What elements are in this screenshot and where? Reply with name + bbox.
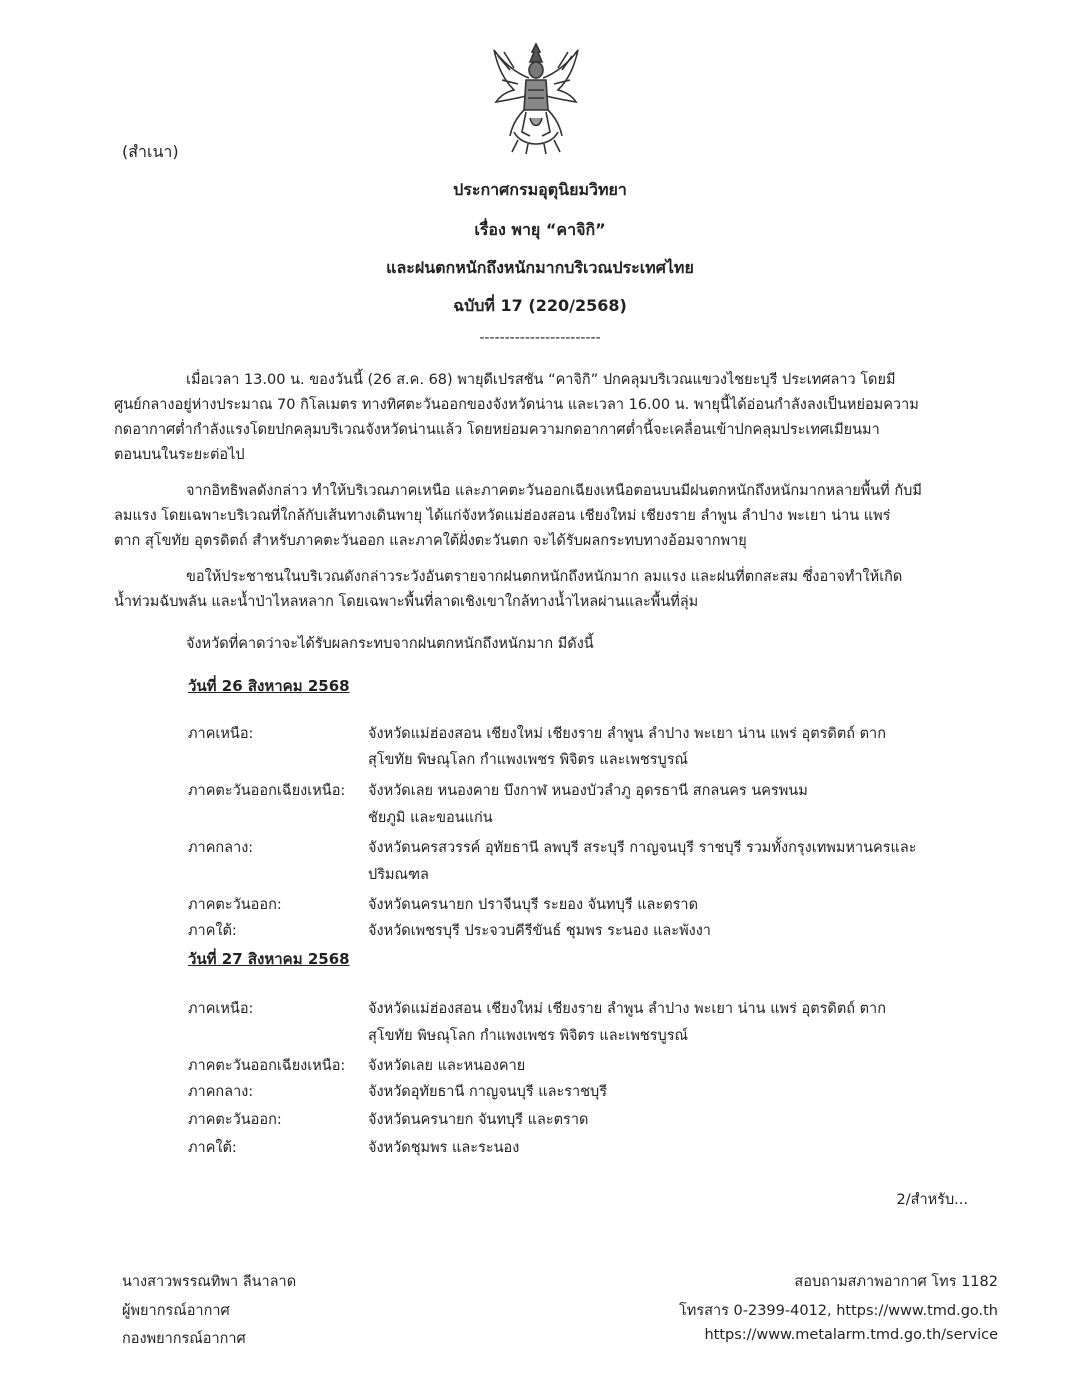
intro-text: จังหวัดที่คาดว่าจะได้รับผลกระทบจากฝนตกหนักถึงหนักมาก มีดังนี้	[186, 636, 594, 652]
forecaster-name: นางสาวพรรณทิพา ลีนาลาด	[122, 1274, 297, 1290]
region-provinces: จังหวัดเลย และหนองคาย	[368, 1058, 526, 1074]
paragraph-line: ลมแรง โดยเฉพาะบริเวณที่ใกล้กับเส้นทางเดินพายุ ได้แก่จังหวัดแม่ฮ่องสอน เชียงใหม่ เชียงราย ลำพูน ลำปาง พะเยา น่าน แพร่	[114, 508, 891, 524]
region-label-central: ภาคกลาง:	[188, 1084, 254, 1100]
copy-mark: (สำเนา)	[122, 142, 179, 161]
region-label-north: ภาคเหนือ:	[188, 726, 254, 742]
paragraph-line: ตอนบนในระยะต่อไป	[114, 447, 245, 463]
fax-website: โทรสาร 0-2399-4012, https://www.tmd.go.th	[679, 1303, 998, 1319]
region-provinces: จังหวัดแม่ฮ่องสอน เชียงใหม่ เชียงราย ลำพูน ลำปาง พะเยา น่าน แพร่ อุตรดิตถ์ ตาก	[368, 1001, 886, 1017]
announcement-subject: เรื่อง พายุ “คาจิกิ”	[474, 220, 606, 239]
region-provinces: ชัยภูมิ และขอนแก่น	[368, 810, 493, 826]
region-provinces: จังหวัดเลย หนองคาย บึงกาฬ หนองบัวลำภู อุดรธานี สกลนคร นครพนม	[368, 783, 808, 799]
region-label-northeast: ภาคตะวันออกเฉียงเหนือ:	[188, 1058, 346, 1074]
paragraph-line: น้ำท่วมฉับพลัน และน้ำป่าไหลหลาก โดยเฉพาะพื้นที่ลาดเชิงเขาใกล้ทางน้ำไหลผ่านและพื้นที่ลุ่ม	[114, 594, 699, 610]
paragraph-3	[114, 565, 984, 615]
paragraph-1	[114, 368, 984, 468]
weather-hotline: สอบถามสภาพอากาศ โทร 1182	[794, 1274, 998, 1290]
metalarm-link[interactable]: https://www.metalarm.tmd.go.th/service	[704, 1327, 998, 1343]
continuation-note: 2/สำหรับ...	[896, 1192, 968, 1208]
paragraph-line: ขอให้ประชาชนในบริเวณดังกล่าวระวังอันตรายจากฝนตกหนักถึงหนักมาก ลมแรง และฝนที่ตกสะสม ซึ่งอาจทำให้เกิด	[186, 569, 903, 585]
paragraph-line: จากอิทธิพลดังกล่าว ทำให้บริเวณภาคเหนือ และภาคตะวันออกเฉียงเหนือตอนบนมีฝนตกหนักถึงหนักมากหลายพื้นที่ กับมี	[186, 483, 922, 499]
announcement-subject-line2: และฝนตกหนักถึงหนักมากบริเวณประเทศไทย	[386, 258, 694, 277]
garuda-emblem-icon	[488, 40, 584, 158]
region-provinces: จังหวัดอุทัยธานี กาญจนบุรี และราชบุรี	[368, 1084, 608, 1100]
announcement-title: ประกาศกรมอุตุนิยมวิทยา	[453, 180, 627, 199]
forecast-date-2: วันที่ 27 สิงหาคม 2568	[188, 950, 350, 968]
region-provinces: สุโขทัย พิษณุโลก กำแพงเพชร พิจิตร และเพชรบูรณ์	[368, 752, 688, 768]
region-label-north: ภาคเหนือ:	[188, 1001, 254, 1017]
region-provinces: จังหวัดชุมพร และระนอง	[368, 1140, 520, 1156]
region-label-south: ภาคใต้:	[188, 1140, 237, 1156]
region-provinces: จังหวัดนครนายก จันทบุรี และตราด	[368, 1112, 589, 1128]
region-provinces: จังหวัดเพชรบุรี ประจวบคีรีขันธ์ ชุมพร ระนอง และพังงา	[368, 923, 711, 939]
region-provinces: สุโขทัย พิษณุโลก กำแพงเพชร พิจิตร และเพชรบูรณ์	[368, 1028, 688, 1044]
region-label-east: ภาคตะวันออก:	[188, 897, 282, 913]
forecaster-division: กองพยากรณ์อากาศ	[122, 1331, 246, 1347]
region-provinces: ปริมณฑล	[368, 867, 429, 883]
region-provinces: จังหวัดนครนายก ปราจีนบุรี ระยอง จันทบุรี และตราด	[368, 897, 698, 913]
paragraph-line: กดอากาศต่ำกำลังแรงโดยปกคลุมบริเวณจังหวัดน่านแล้ว โดยหย่อมความกดอากาศต่ำนี้จะเคลื่อนเข้าปกคลุมประเทศเมียนมา	[114, 422, 880, 438]
forecaster-title: ผู้พยากรณ์อากาศ	[122, 1303, 230, 1319]
forecast-date-1: วันที่ 26 สิงหาคม 2568	[188, 677, 350, 695]
region-label-northeast: ภาคตะวันออกเฉียงเหนือ:	[188, 783, 346, 799]
paragraph-line: ศูนย์กลางอยู่ห่างประมาณ 70 กิโลเมตร ทางทิศตะวันออกของจังหวัดน่าน และเวลา 16.00 น. พายุนี้ได้อ่อนกำลังลงเป็นหย่อมความ	[114, 397, 919, 413]
region-label-central: ภาคกลาง:	[188, 840, 254, 856]
announcement-issue-number: ฉบับที่ 17 (220/2568)	[453, 296, 627, 315]
paragraph-line: ตาก สุโขทัย อุตรดิตถ์ สำหรับภาคตะวันออก และภาคใต้ฝั่งตะวันตก จะได้รับผลกระทบทางอ้อมจากพายุ	[114, 533, 747, 549]
region-provinces: จังหวัดแม่ฮ่องสอน เชียงใหม่ เชียงราย ลำพูน ลำปาง พะเยา น่าน แพร่ อุตรดิตถ์ ตาก	[368, 726, 886, 742]
region-provinces: จังหวัดนครสวรรค์ อุทัยธานี ลพบุรี สระบุรี กาญจนบุรี ราชบุรี รวมทั้งกรุงเทพมหานครและ	[368, 840, 917, 856]
region-label-south: ภาคใต้:	[188, 923, 237, 939]
paragraph-line: เมื่อเวลา 13.00 น. ของวันนี้ (26 ส.ค. 68) พายุดีเปรสชัน “คาจิกิ” ปกคลุมบริเวณแขวงไชยะบุรี ประเทศลาว โดยมี	[186, 372, 896, 388]
paragraph-2	[114, 479, 984, 554]
region-label-east: ภาคตะวันออก:	[188, 1112, 282, 1128]
affected-provinces-intro	[114, 632, 984, 657]
title-separator: ------------------------	[479, 330, 601, 346]
